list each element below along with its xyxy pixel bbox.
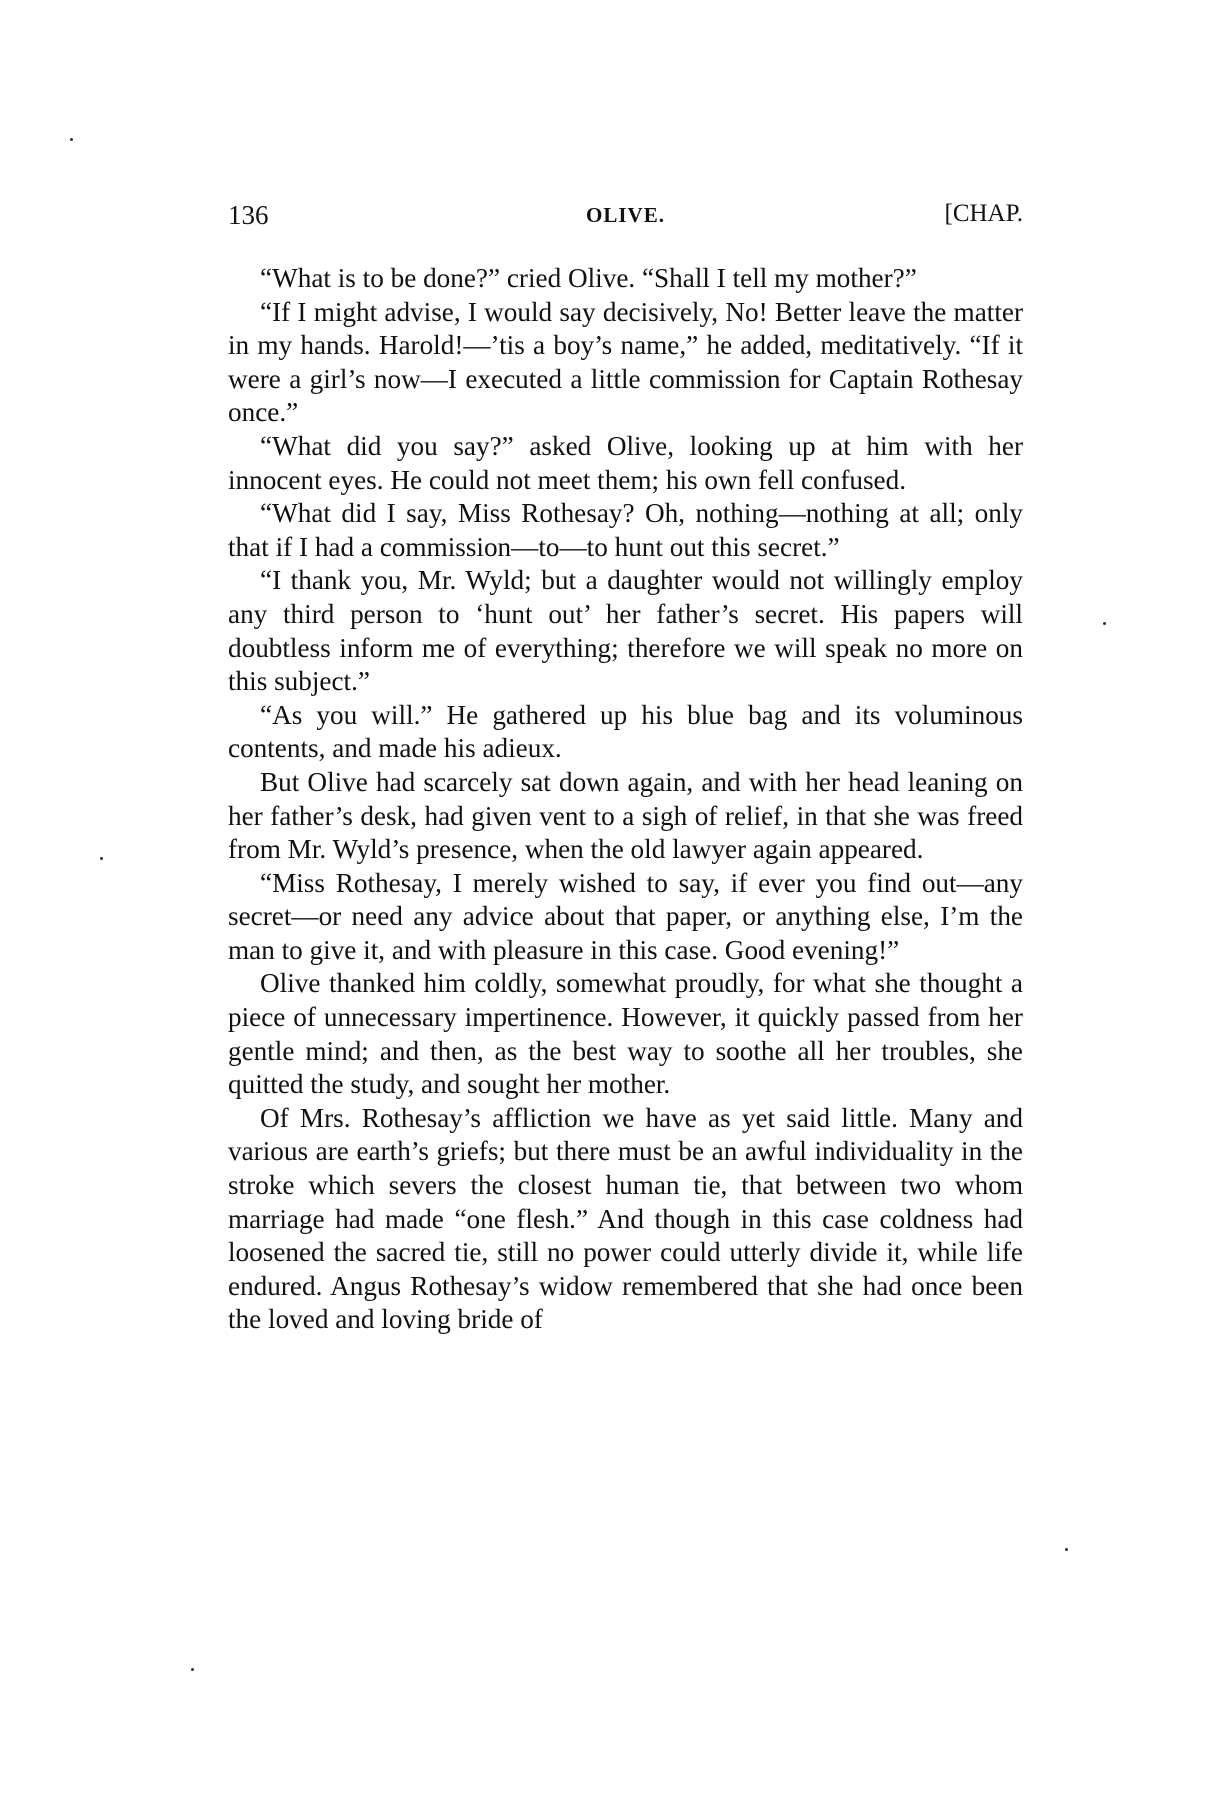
scan-speck xyxy=(1065,1548,1068,1551)
paragraph: “What did you say?” asked Olive, looking up at him with her innocent eyes. He could not meet them; his own fell confused. xyxy=(228,430,1023,495)
scan-speck xyxy=(70,138,73,141)
chapter-mark: [CHAP. xyxy=(944,200,1023,227)
paragraph: Olive thanked him coldly, somewhat proudly, for what she thought a piece of unnecessary impertinence. However, it quickly passed from her gentle mind; and then, as the best way to soothe all her troubles, she quitted the study, and sought her mother. xyxy=(228,968,1023,1100)
scan-speck xyxy=(191,1668,194,1671)
page-header xyxy=(228,200,1023,240)
paragraph: “As you will.” He gathered up his blue bag and its voluminous contents, and made his adieux. xyxy=(228,699,1023,764)
paragraph: “What is to be done?” cried Olive. “Shall I tell my mother?” xyxy=(260,263,917,293)
paragraph: But Olive had scarcely sat down again, and with her head leaning on her father’s desk, had given vent to a sigh of relief, in that she was freed from Mr. Wyld’s presence, when the old lawyer again appeared. xyxy=(228,766,1023,865)
paragraph: “What did I say, Miss Rothesay? Oh, nothing—nothing at all; only that if I had a commission—to—to hunt out this secret.” xyxy=(228,498,1023,562)
page-number: 136 xyxy=(228,200,269,230)
paragraph: “I thank you, Mr. Wyld; but a daughter would not willingly employ any third person to ‘hunt out’ her father’s secret. His papers will doubtless inform me of everything; therefore we will speak no more on this subject.” xyxy=(228,565,1023,697)
paragraph: Of Mrs. Rothesay’s affliction we have as yet said little. Many and various are earth’s griefs; but there must be an awful individuality in the stroke which severs the closest human tie, that between two whom marriage had made “one flesh.” And though in this case coldness had loosened the sacred tie, still no power could utterly divide it, while life endured. Angus Rothesay’s widow remembered that she had once been the loved and loving bride of xyxy=(228,1102,1023,1335)
running-title: OLIVE. xyxy=(586,203,665,227)
paragraph: “Miss Rothesay, I merely wished to say, if ever you find out—any secret—or need any advice about that paper, or anything else, I’m the man to give it, and with pleasure in this case. Good evening!” xyxy=(228,867,1023,965)
body-text xyxy=(228,262,1023,1337)
scan-speck xyxy=(1103,622,1106,625)
paragraph: “If I might advise, I would say decisively, No! Better leave the matter in my hands. Harold!—’tis a boy’s name,” he added, meditatively. “If it were a girl’s now—I executed a little commission for Captain Rothesay once.” xyxy=(228,296,1023,428)
scan-speck xyxy=(100,857,103,860)
